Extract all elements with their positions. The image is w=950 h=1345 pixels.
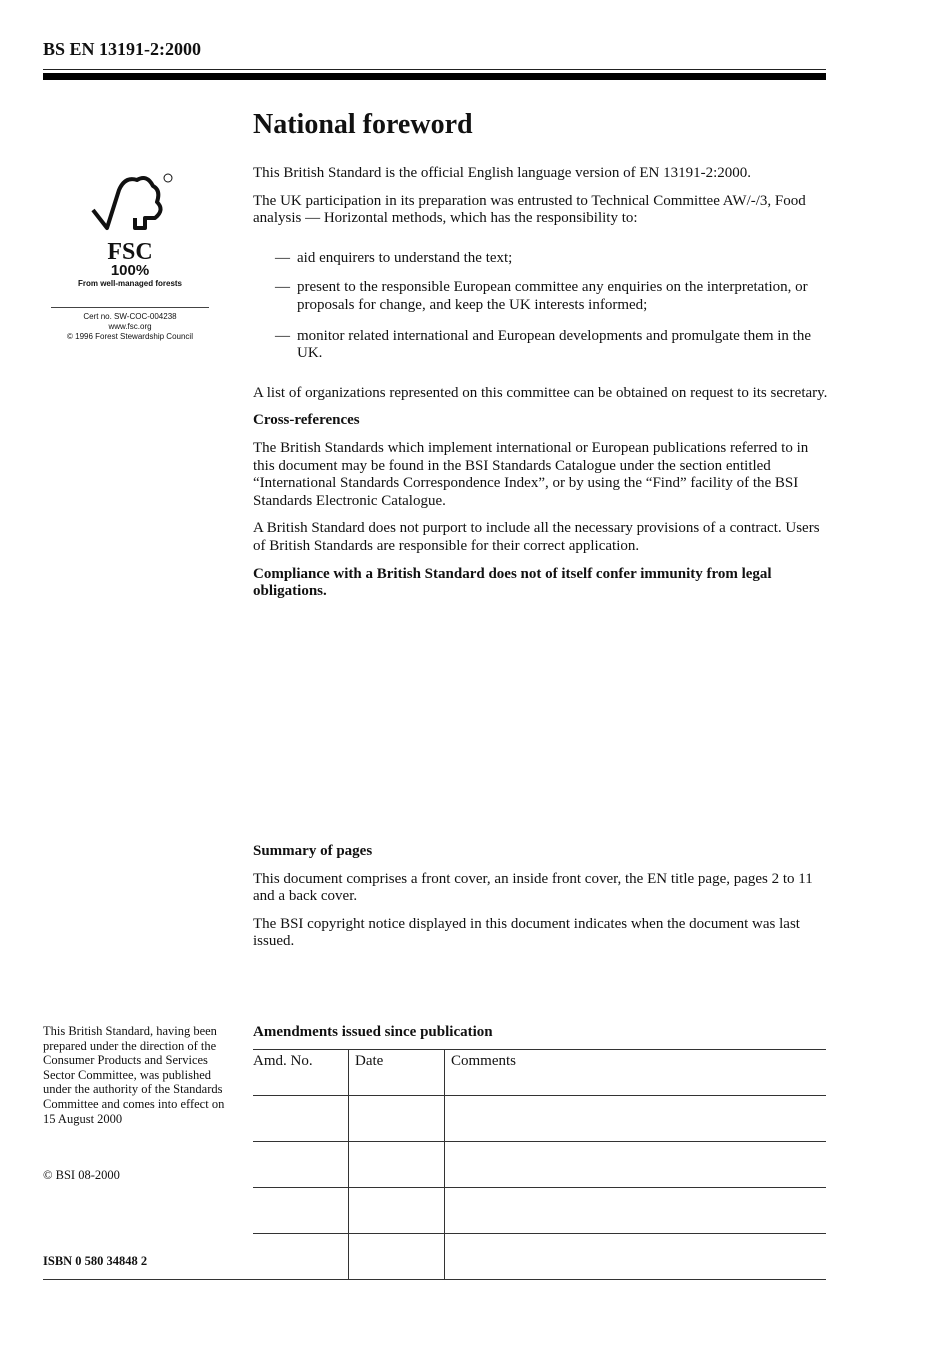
paragraph: This document comprises a front cover, an inside front cover, the EN title page, pages 2 to 11 and a back cover. [253,870,813,905]
fsc-brand: FSC [107,238,153,265]
summary-section [253,843,828,951]
fsc-url: www.fsc.org [108,321,152,331]
column-header: Date [349,1049,445,1095]
paragraph: This British Standard is the official English language version of EN 13191-2:2000. [253,165,751,181]
table-row [253,1233,826,1279]
paragraph: A list of organizations represented on this committee can be obtained on request to its secretary. [253,384,828,401]
dash: — [275,327,290,344]
column-header: Amd. No. [253,1049,349,1095]
fsc-logo [55,170,205,342]
page-title: National foreword [253,109,473,140]
document-id: BS EN 13191-2:2000 [43,39,202,59]
paragraph: The British Standards which implement international or European publications referred to in this document may be found in the BSI Standards Catalogue under the section entitled “International Standards Correspondence Index”, or by using the “Find” facility of the BSI Standards Electronic Catalogue. [253,439,809,509]
header-rule [43,69,826,70]
list-item-text: monitor related international and European developments and promulgate them in the UK. [297,327,812,362]
table-row [253,1141,826,1187]
header-bar [43,73,826,80]
section-heading: Amendments issued since publication [253,1024,493,1040]
paragraph: A British Standard does not purport to include all the necessary provisions of a contract. Users of British Standards are responsible for their correct application. [253,520,820,554]
list-item [275,328,828,363]
fsc-copyright: © 1996 Forest Stewardship Council [67,331,193,341]
isbn: ISBN 0 580 34848 2 [43,1254,148,1268]
paragraph: The UK participation in its preparation was entrusted to Technical Committee AW/-/3, Food analysis — Horizontal methods, which has the responsibility to: [253,192,806,227]
footer-rule [43,1279,826,1280]
fsc-tagline: From well-managed forests [77,278,183,288]
foreword-body [253,165,828,601]
copyright: © BSI 08-2000 [43,1168,120,1182]
section-heading: Cross-references [253,412,360,429]
list-item [275,279,828,314]
list-item [275,250,828,268]
fsc-tree-check-icon [85,170,175,240]
table-row [253,1095,826,1141]
fsc-percent: 100% [110,261,150,279]
dash: — [275,249,290,266]
list-item-text: present to the responsible European committee any enquiries on the interpretation, or proposals for change, and keep the UK interests informed; [297,279,808,313]
column-header: Comments [445,1049,827,1095]
dash: — [275,279,290,296]
publication-note: This British Standard, having been prepared under the direction of the Consumer Products and Services Sector Committee, was published under the authority of the Standards Committee and comes into effect on 15 August 2000 [43,1024,225,1126]
section-heading: Summary of pages [253,843,373,859]
list-item-text: aid enquirers to understand the text; [297,249,513,266]
compliance-statement: Compliance with a British Standard does not of itself confer immunity from legal obligations. [253,565,772,600]
table-header-row [253,1049,826,1095]
fsc-cert: Cert no. SW-COC-004238 [83,311,177,321]
table-row [253,1187,826,1233]
amendments-table [253,1049,826,1280]
amendments-section [253,1024,826,1280]
paragraph: The BSI copyright notice displayed in this document indicates when the document was last issued. [253,915,800,950]
